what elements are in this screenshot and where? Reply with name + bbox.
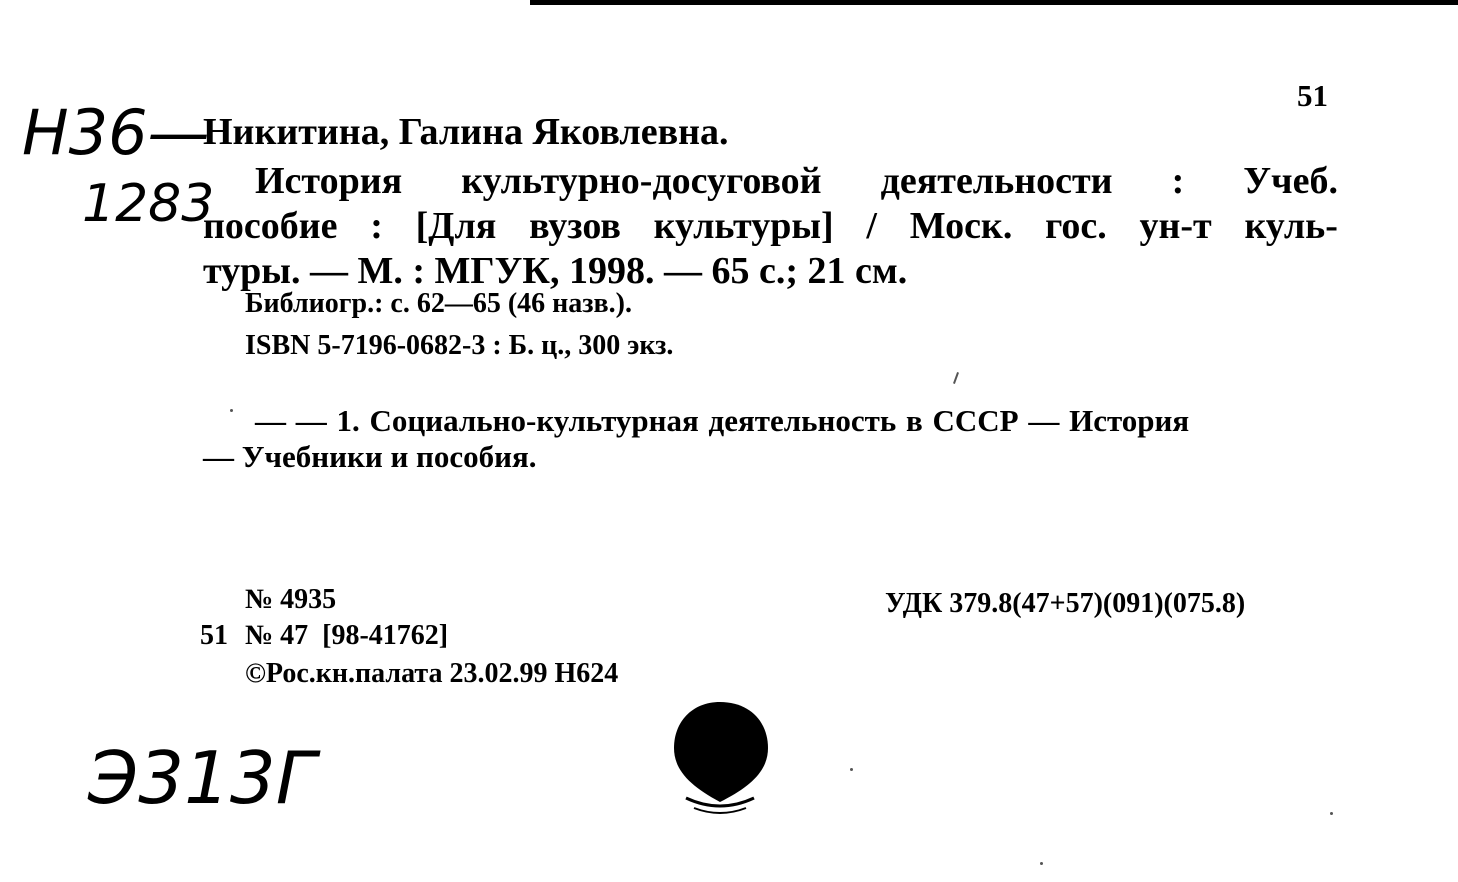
title-word: культуры] xyxy=(653,205,834,247)
handwritten-inventory-number: Э313Г xyxy=(88,736,316,820)
book-chamber-stamp: ©Рос.кн.палата 23.02.99 Н624 xyxy=(245,658,619,689)
top-border-line xyxy=(530,0,1458,5)
page-number: 51 xyxy=(1297,78,1328,113)
scan-speckle xyxy=(230,409,233,412)
title-line-3: туры. — М. : МГУК, 1998. — 65 с.; 21 см. xyxy=(203,250,908,292)
title-word: культурно-досуговой xyxy=(461,160,822,202)
title-word: ун-т xyxy=(1139,205,1212,247)
title-word: пособие xyxy=(203,205,338,247)
title-word: [Для xyxy=(415,205,497,247)
scan-speckle xyxy=(1330,812,1333,815)
title-word: История xyxy=(255,160,403,202)
isbn-line: ISBN 5-7196-0682-3 : Б. ц., 300 экз. xyxy=(245,330,674,361)
subject-heading-line-1: — — 1. Социально-культурная деятельность в СССР — История xyxy=(255,403,1190,438)
scan-speckle xyxy=(953,372,959,384)
title-word: Моск. xyxy=(909,205,1013,247)
scan-speckle xyxy=(850,768,853,771)
handwritten-call-number-bottom: 1283 xyxy=(82,174,215,234)
title-word: деятельности xyxy=(880,160,1113,202)
title-word: : xyxy=(1171,160,1185,202)
title-word: / xyxy=(866,205,877,247)
title-word: : xyxy=(370,205,383,247)
punch-hole xyxy=(668,698,778,818)
title-line-2 xyxy=(203,207,1338,245)
title-word: куль- xyxy=(1244,205,1338,247)
handwritten-call-number-top: Н36— xyxy=(22,96,210,169)
title-word: вузов xyxy=(529,205,621,247)
record-number: № 4935 xyxy=(245,584,337,615)
scan-speckle xyxy=(1040,862,1043,865)
record-number-secondary: № 47 [98-41762] xyxy=(245,620,449,651)
title-word: Учеб. xyxy=(1243,160,1338,202)
author-heading: Никитина, Галина Яковлевна. xyxy=(203,111,729,153)
record-number-prefix: 51 xyxy=(200,620,228,651)
bibliography-note: Библиогр.: с. 62—65 (46 назв.). xyxy=(245,288,632,319)
udc-code: УДК 379.8(47+57)(091)(075.8) xyxy=(885,588,1246,619)
title-line-1 xyxy=(255,162,1338,200)
title-word: гос. xyxy=(1045,205,1107,247)
subject-heading-line-2: — Учебники и пособия. xyxy=(203,439,537,474)
